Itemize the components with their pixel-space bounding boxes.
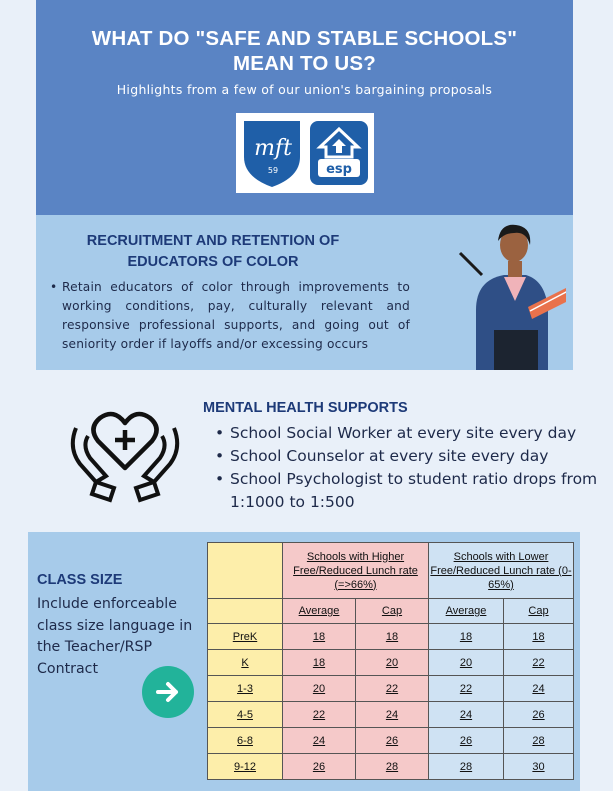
value-cell: 26 <box>283 754 356 780</box>
value-cell: 20 <box>283 676 356 702</box>
value-cell: 22 <box>356 676 429 702</box>
empty-cell <box>208 543 283 599</box>
class-size-table <box>207 542 574 780</box>
value-cell: 22 <box>283 702 356 728</box>
value-cell: 24 <box>283 728 356 754</box>
list-item: • School Social Worker at every site every day <box>215 422 605 445</box>
value-cell: 18 <box>356 624 429 650</box>
mental-health-heading: MENTAL HEALTH SUPPORTS <box>203 400 408 416</box>
grade-cell: PreK <box>208 624 283 650</box>
lower-lunch-header: Schools with Lower Free/Reduced Lunch rate (0-65%) <box>429 543 574 599</box>
svg-text:esp: esp <box>326 162 352 177</box>
table-row <box>208 624 574 650</box>
grade-cell: K <box>208 650 283 676</box>
list-item: • Retain educators of color through improvements to working conditions, pay, culturally relevant and responsive professional supports, and going out of seniority order if layoffs and/or excessing occurs <box>50 278 410 354</box>
value-cell: 26 <box>504 702 574 728</box>
table-header-row <box>208 543 574 599</box>
recruitment-list <box>50 278 410 354</box>
value-cell: 20 <box>429 650 504 676</box>
value-cell: 24 <box>429 702 504 728</box>
value-cell: 30 <box>504 754 574 780</box>
value-cell: 22 <box>504 650 574 676</box>
value-cell: 28 <box>356 754 429 780</box>
list-item: • School Counselor at every site every day <box>215 445 605 468</box>
list-item: • School Psychologist to student ratio drops from 1:1000 to 1:500 <box>215 468 605 514</box>
table-row <box>208 650 574 676</box>
teacher-illustration <box>446 215 566 370</box>
value-cell: 26 <box>356 728 429 754</box>
value-cell: 18 <box>429 624 504 650</box>
arrow-right-icon <box>154 678 182 706</box>
svg-text:mft: mft <box>254 136 292 161</box>
grade-cell: 9-12 <box>208 754 283 780</box>
table-row <box>208 728 574 754</box>
column-header: Cap <box>356 599 429 624</box>
table-subheader-row <box>208 599 574 624</box>
column-header: Cap <box>504 599 574 624</box>
class-size-heading: CLASS SIZE <box>37 572 123 588</box>
empty-cell <box>208 599 283 624</box>
mental-health-list <box>215 422 605 514</box>
column-header: Average <box>283 599 356 624</box>
esp-logo <box>308 117 370 189</box>
recruitment-heading: RECRUITMENT AND RETENTION OF EDUCATORS OF COLOR <box>86 233 340 270</box>
grade-cell: 6-8 <box>208 728 283 754</box>
value-cell: 26 <box>429 728 504 754</box>
table-row <box>208 754 574 780</box>
svg-text:59: 59 <box>267 166 279 175</box>
value-cell: 18 <box>504 624 574 650</box>
value-cell: 18 <box>283 624 356 650</box>
higher-lunch-header: Schools with Higher Free/Reduced Lunch rate (=>66%) <box>283 543 429 599</box>
value-cell: 24 <box>504 676 574 702</box>
page-title: WHAT DO "SAFE AND STABLE SCHOOLS" MEAN TO US? <box>91 27 518 75</box>
value-cell: 28 <box>504 728 574 754</box>
value-cell: 24 <box>356 702 429 728</box>
value-cell: 18 <box>283 650 356 676</box>
value-cell: 28 <box>429 754 504 780</box>
table-row <box>208 702 574 728</box>
table-row <box>208 676 574 702</box>
heart-hands-icon <box>66 398 184 503</box>
arrow-button[interactable] <box>142 666 194 718</box>
grade-cell: 4-5 <box>208 702 283 728</box>
class-size-body: Include enforceable class size language in the Teacher/RSP Contract <box>37 596 193 677</box>
value-cell: 22 <box>429 676 504 702</box>
recruitment-section <box>36 215 573 370</box>
page-subtitle: Highlights from a few of our union's bargaining proposals <box>116 82 493 97</box>
header-banner <box>36 0 573 215</box>
grade-cell: 1-3 <box>208 676 283 702</box>
value-cell: 20 <box>356 650 429 676</box>
union-logos <box>236 113 374 193</box>
column-header: Average <box>429 599 504 624</box>
mft-logo <box>240 117 304 189</box>
